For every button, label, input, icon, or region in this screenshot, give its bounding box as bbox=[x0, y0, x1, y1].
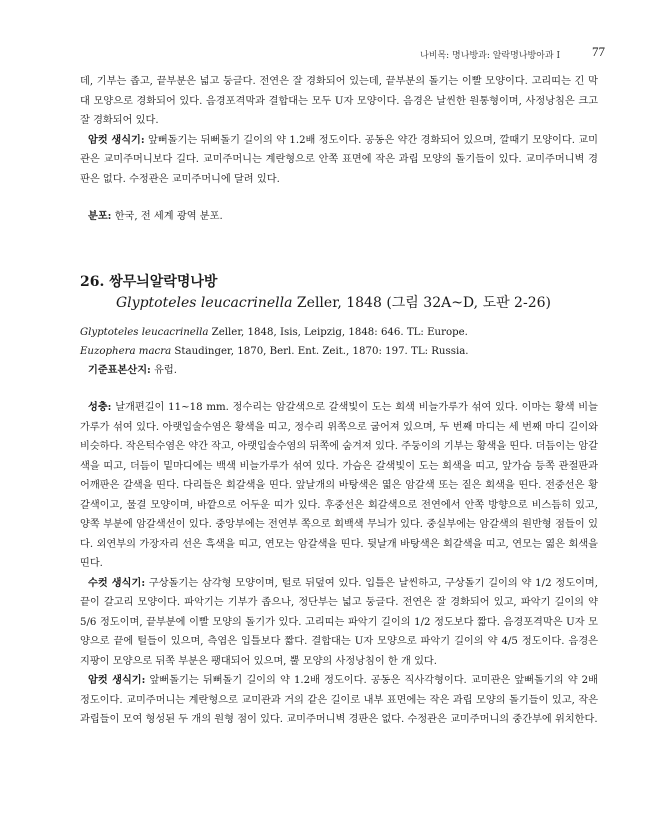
female-genitalia-text: 앞뻐돌기는 뒤뻐돌기 길이의 약 1.2배 정도이다. 공동은 약간 경화되어 있으며, 깔때기 모양이다. 교미관은 교미주머니보다 길다. 교미주머니는 계란형으로 안쪽 표면에 작은 과립 모양의 돌기들이 있다. 교미주머니벽 경판은 없다. 수정관은 교미주머니에 달려 있다. bbox=[80, 134, 598, 185]
male-genitalia-label: 수컷 생식기: bbox=[88, 576, 146, 589]
distribution-paragraph bbox=[80, 207, 598, 227]
intro-female-genitalia bbox=[80, 131, 598, 190]
species-title: 26. 쌍무늬알락명나방 bbox=[80, 273, 218, 290]
type-locality-label: 기준표본산지: bbox=[88, 363, 151, 376]
species-scientific-name: Glyptoteles leucacrinella bbox=[116, 294, 293, 311]
adult-text: 날개편길이 11~18 mm. 정수리는 암갈색으로 갈색빛이 도는 회색 비늘가루가 섞여 있다. 이마는 황색 비늘가루가 섞여 있다. 아랫입술수염은 황색을 띠고, 정수리 위쪽으로 굽어져 있으며, 두 번째 마디는 세 번째 마디 길이와 비슷하다. 작은턱수염은 약간 작고, 아랫입술수염의 뒤쪽에 숨겨져 있다. 주둥이의 기부는 황색을 띤다. 더듬이는 암갈색을 띠고, 더듬이 밑마디에는 백색 비늘가루가 섞여 있다. 가슴은 갈색빛이 도는 회색을 띠고, 앞가슴 등쪽 관절판과 어깨판은 갈색을 띤다. 다리들은 회갈색을 띤다. 앞날개의 바탕색은 엷은 암갈색 또는 짙은 회색을 띤다. 전중선은 황갈색이고, 물결 모양이며, 바깥으로 어두운 띠가 있다. 후중선은 회갈색으로 전연에서 안쪽 방향으로 비스듬히 있고, 양쪽 부분에 암갈색선이 있다. 중앙부에는 전연부 쪽으로 회백색 무늬가 있다. 중실부에는 암갈색의 원반형 점들이 있다. 외연부의 가장자리 선은 흑색을 띠고, 연모는 암갈색을 띤다. 뒷날개 바탕색은 회갈색을 띠고, 연모는 엷은 회색을 띤다. bbox=[80, 402, 598, 569]
species-author-ref: Zeller, 1848 (그림 32A~D, 도판 2-26) bbox=[292, 294, 551, 311]
synonym-line bbox=[80, 342, 598, 361]
adult-description bbox=[80, 398, 598, 574]
type-locality-text: 유럽. bbox=[150, 364, 177, 376]
adult-label: 성충: bbox=[88, 401, 112, 413]
male-genitalia-text: 구상돌기는 삼각형 모양이며, 털로 뒤덮여 있다. 입틀은 날씬하고, 구상돌기 길이의 약 1/2 정도이며, 끝이 갈고리 모양이다. 파악기는 기부가 좁으나, 정단부는 넓고 둥글다. 전연은 잘 경화되어 있고, 파악기 길이의 약 5/6 정도이며, 끝부분에 이빨 모양의 돌기가 있다. 고리띠는 파악기 길이의 1/2 정도보다 짧다. 음경포격막은 U자 모양으로 끝에 털들이 있으며, 측엽은 입틀보다 짧다. 결합대는 U자 모양으로 파악기 길이의 약 4/5 정도이다. 음경은 지팡이 모양으로 뒤쪽 부분은 팽대되어 있으며, 뿔 모양의 사정낭침이 한 개 있다. bbox=[80, 577, 599, 667]
synonym-name: Euzophera macra bbox=[80, 345, 172, 357]
male-genitalia bbox=[80, 574, 598, 672]
synonym-ref: Zeller, 1848, Isis, Leipzig, 1848: 646. TL: Europe. bbox=[208, 326, 468, 338]
intro-paragraph: 데, 기부는 좁고, 끝부분은 넓고 둥글다. 전연은 잘 경화되어 있는데, 끝부분의 돌기는 이빨 모양이다. 고리띠는 긴 막대 모양으로 경화되어 있다. 음경포격막과 결합대는 모두 U자 모양이다. 음경은 날씬한 원통형이며, 사정낭침은 크고 잘 경화되어 있다. bbox=[80, 76, 598, 126]
female-genitalia-label: 암컷 생식기: bbox=[88, 674, 146, 686]
type-locality bbox=[80, 361, 598, 381]
distribution-label: 분포: bbox=[88, 210, 112, 222]
distribution-text: 한국, 전 세계 광역 분포. bbox=[111, 211, 223, 222]
synonym-name: Glyptoteles leucacrinella bbox=[80, 326, 209, 338]
synonym-line bbox=[80, 323, 598, 342]
female-genitalia-text: 앞뻐돌기는 뒤뻐돌기 길이의 약 1.2배 정도이다. 공동은 직사각형이다. 교미관은 앞뻐돌기의 약 2배 정도이다. 교미주머니는 계란형으로 교미관과 거의 같은 길이로 내부 표면에는 작은 과립 모양의 돌기들이 있고, 작은 과립들이 모여 형성된 두 개의 원형 점이 있다. 교미주머니벽 경판은 없다. 수정관은 교미주머니의 중간부에 위치한다. bbox=[80, 675, 598, 725]
species-scientific-heading bbox=[80, 293, 598, 313]
page-number: 77 bbox=[592, 44, 605, 59]
female-genitalia bbox=[80, 671, 598, 730]
female-genitalia-label: 암컷 생식기: bbox=[88, 133, 145, 146]
page-content bbox=[80, 72, 598, 730]
synonym-ref: Staudinger, 1870, Berl. Ent. Zeit., 1870: 197. TL: Russia. bbox=[171, 345, 469, 357]
running-head: 나비목: 명나방과: 알락명나방아과 I bbox=[420, 51, 560, 61]
